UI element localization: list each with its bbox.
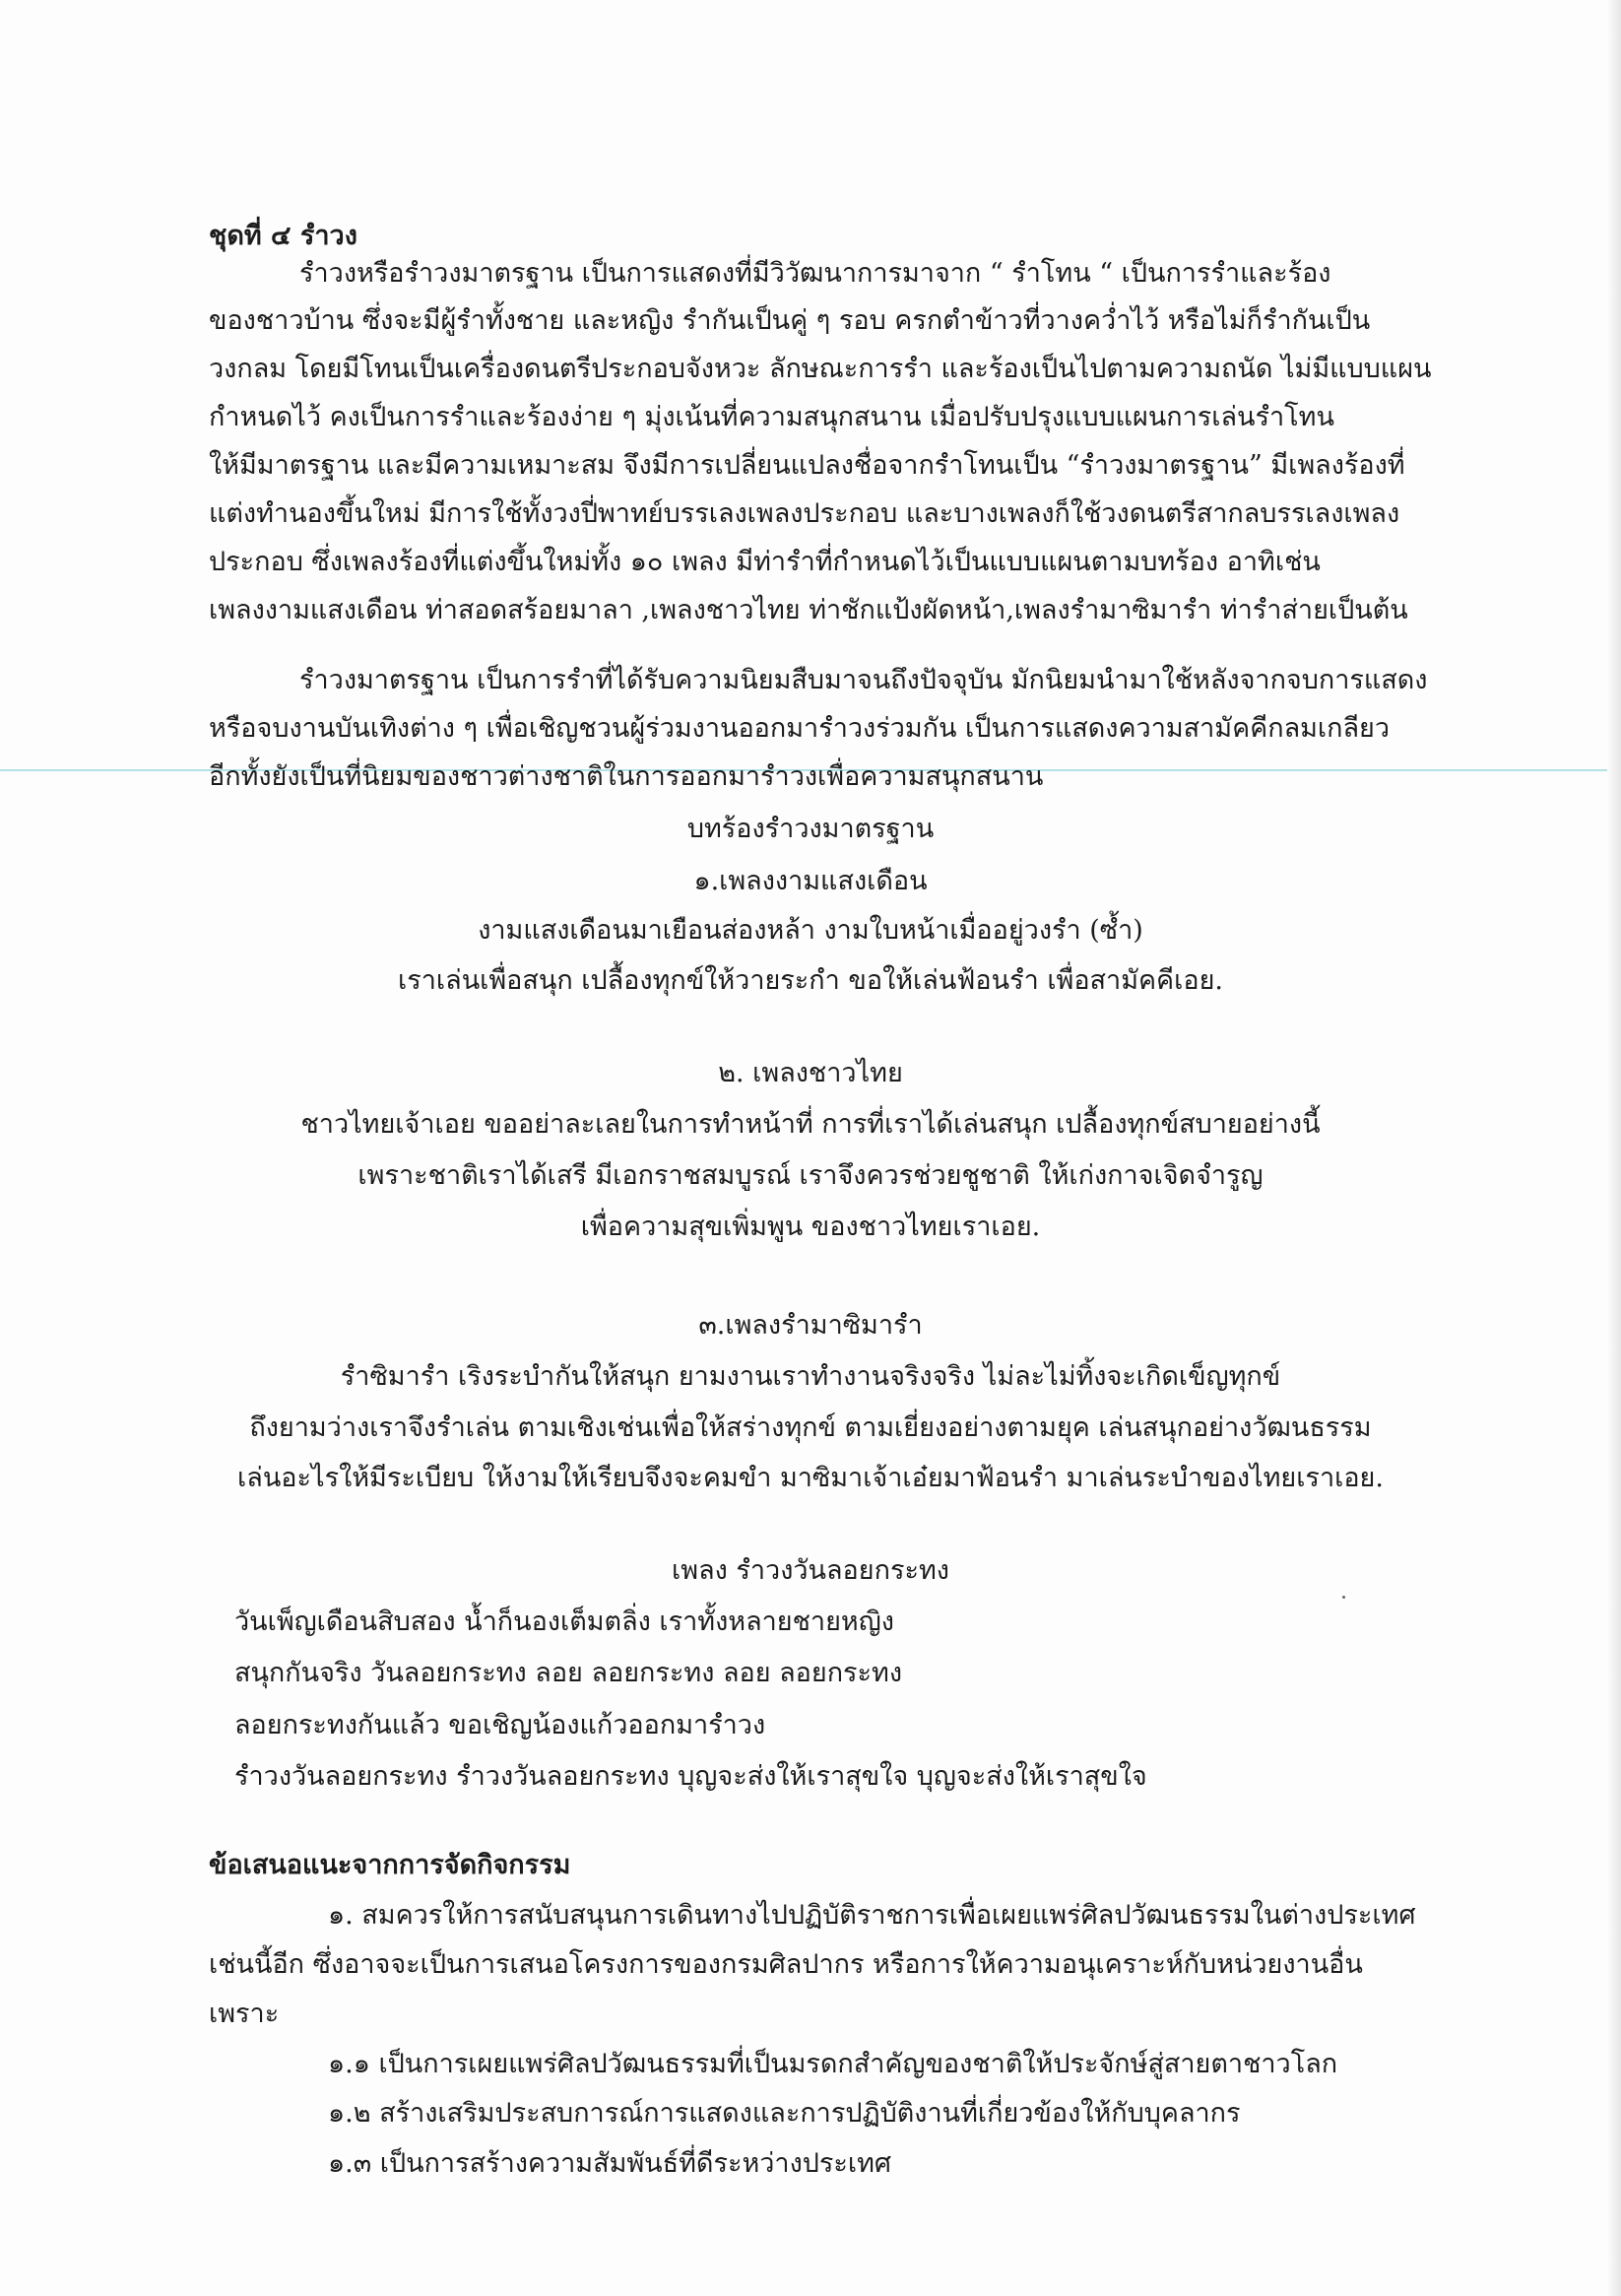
song-title: ๒. เพลงชาวไทย (718, 1058, 903, 1088)
song-line: ลอยกระทงกันแล้ว ขอเชิญน้องแก้วออกมารำวง (234, 1710, 766, 1740)
suggestion-line: เพราะ (209, 1999, 280, 2029)
paragraph-line: กำหนดไว้ คงเป็นการรำและร้องง่าย ๆ มุ่งเน้นที่ความสนุกสนาน เมื่อปรับปรุงแบบแผนการเล่นรำโทน (209, 402, 1334, 432)
paragraph-line: ให้มีมาตรฐาน และมีความเหมาะสม จึงมีการเปลี่ยนแปลงชื่อจากรำโทนเป็น “รำวงมาตรฐาน” มีเพลงร้องที่ (209, 450, 1405, 481)
song-line: ถึงยามว่างเราจึงรำเล่น ตามเชิงเช่นเพื่อให้สร่างทุกข์ ตามเยี่ยงอย่างตามยุค เล่นสนุกอย่างวัฒนธรรม (249, 1412, 1372, 1443)
paragraph-line: แต่งทำนองขึ้นใหม่ มีการใช้ทั้งวงปี่พาทย์บรรเลงเพลงประกอบ และบางเพลงก็ใช้วงดนตรีสากลบรรเลงเพลง (209, 498, 1400, 529)
song-title: ๑.เพลงงามแสงเดือน (693, 866, 928, 896)
paragraph-line: เพลงงามแสงเดือน ท่าสอดสร้อยมาลา ,เพลงชาวไทย ท่าชักแป้งผัดหน้า,เพลงรำมาซิมารำ ท่ารำส่ายเป็นต้น (209, 595, 1408, 625)
song-title: ๓.เพลงรำมาซิมารำ (698, 1310, 923, 1341)
suggestion-subitem: ๑.๑ เป็นการเผยแพร่ศิลปวัฒนธรรมที่เป็นมรดกสำคัญของชาติให้ประจักษ์สู่สายตาชาวโลก (328, 2049, 1338, 2079)
song-line: ชาวไทยเจ้าเอย ขออย่าละเลยในการทำหน้าที่ การที่เราได้เล่นสนุก เปลื้องทุกข์สบายอย่างนี้ (300, 1109, 1321, 1140)
scan-speck (1342, 1596, 1345, 1599)
suggestion-line: ๑. สมควรให้การสนับสนุนการเดินทางไปปฏิบัติราชการเพื่อเผยแพร่ศิลปวัฒนธรรมในต่างประเทศ (328, 1900, 1416, 1931)
song-line: งามแสงเดือนมาเยือนส่องหล้า งามใบหน้าเมื่ออยู่วงรำ (ซ้ำ) (478, 915, 1143, 946)
song-line: เล่นอะไรให้มีระเบียบ ให้งามให้เรียบจึงจะคมขำ มาซิมาเจ้าเอ๋ยมาฟ้อนรำ มาเล่นระบำของไทยเราเอย. (237, 1463, 1384, 1493)
paragraph-line: ของชาวบ้าน ซึ่งจะมีผู้รำทั้งชาย และหญิง รำกันเป็นคู่ ๆ รอบ ครกตำข้าวที่วางคว่ำไว้ หรือไม่ก็รำกันเป็น (209, 305, 1371, 336)
paragraph-line: รำวงมาตรฐาน เป็นการรำที่ได้รับความนิยมสืบมาจนถึงปัจจุบัน มักนิยมนำมาใช้หลังจากจบการแสดง (299, 665, 1428, 695)
song-title: เพลง รำวงวันลอยกระทง (672, 1555, 949, 1586)
song-line: วันเพ็ญเดือนสิบสอง น้ำก็นองเต็มตลิ่ง เราทั้งหลายชายหญิง (234, 1607, 894, 1637)
paragraph-line: ประกอบ ซึ่งเพลงร้องที่แต่งขึ้นใหม่ทั้ง ๑๐ เพลง มีท่ารำที่กำหนดไว้เป็นแบบแผนตามบทร้อง อาทิเช่น (209, 547, 1321, 577)
paragraph-line: หรือจบงานบันเทิงต่าง ๆ เพื่อเชิญชวนผู้ร่วมงานออกมารำวงร่วมกัน เป็นการแสดงความสามัคคีกลมเกลียว (209, 713, 1391, 744)
song-line: เราเล่นเพื่อสนุก เปลื้องทุกข์ให้วายระกำ ขอให้เล่นฟ้อนรำ เพื่อสามัคคีเอย. (398, 965, 1223, 996)
paragraph-line: อีกทั้งยังเป็นที่นิยมของชาวต่างชาติในการออกมารำวงเพื่อความสนุกสนาน (209, 761, 1044, 792)
song-line: เพราะชาติเราได้เสรี มีเอกราชสมบูรณ์ เราจึงควรช่วยชูชาติ ให้เก่งกาจเจิดจำรูญ (357, 1160, 1264, 1191)
suggestion-subitem: ๑.๒ สร้างเสริมประสบการณ์การแสดงและการปฏิบัติงานที่เกี่ยวข้องให้กับบุคลากร (328, 2098, 1241, 2129)
page-edge-shadow (1607, 0, 1621, 2296)
song-line: เพื่อความสุขเพิ่มพูน ของชาวไทยเราเอย. (580, 1212, 1041, 1242)
lyrics-title: บทร้องรำวงมาตรฐาน (686, 814, 935, 844)
paragraph-line: รำวงหรือรำวงมาตรฐาน เป็นการแสดงที่มีวิวัฒนาการมาจาก “ รำโทน “ เป็นการรำและร้อง (299, 258, 1331, 289)
section-heading: ชุดที่ ๔ รำวง (209, 221, 357, 251)
song-line: สนุกกันจริง วันลอยกระทง ลอย ลอยกระทง ลอย ลอยกระทง (234, 1658, 903, 1688)
song-line: รำวงวันลอยกระทง รำวงวันลอยกระทง บุญจะส่งให้เราสุขใจ บุญจะส่งให้เราสุขใจ (234, 1761, 1147, 1792)
paragraph-line: วงกลม โดยมีโทนเป็นเครื่องดนตรีประกอบจังหวะ ลักษณะการรำ และร้องเป็นไปตามความถนัด ไม่มีแบบแผน (209, 354, 1432, 384)
suggestions-heading: ข้อเสนอแนะจากการจัดกิจกรรม (209, 1850, 571, 1880)
song-line: รำซิมารำ เริงระบำกันให้สนุก ยามงานเราทำงานจริงจริง ไม่ละไม่ทิ้งจะเกิดเข็ญทุกข์ (340, 1361, 1281, 1392)
suggestion-line: เช่นนี้อีก ซึ่งอาจจะเป็นการเสนอโครงการของกรมศิลปากร หรือการให้ความอนุเคราะห์กับหน่วยงานอื่น (209, 1949, 1363, 1980)
suggestion-subitem: ๑.๓ เป็นการสร้างความสัมพันธ์ที่ดีระหว่างประเทศ (328, 2148, 892, 2179)
